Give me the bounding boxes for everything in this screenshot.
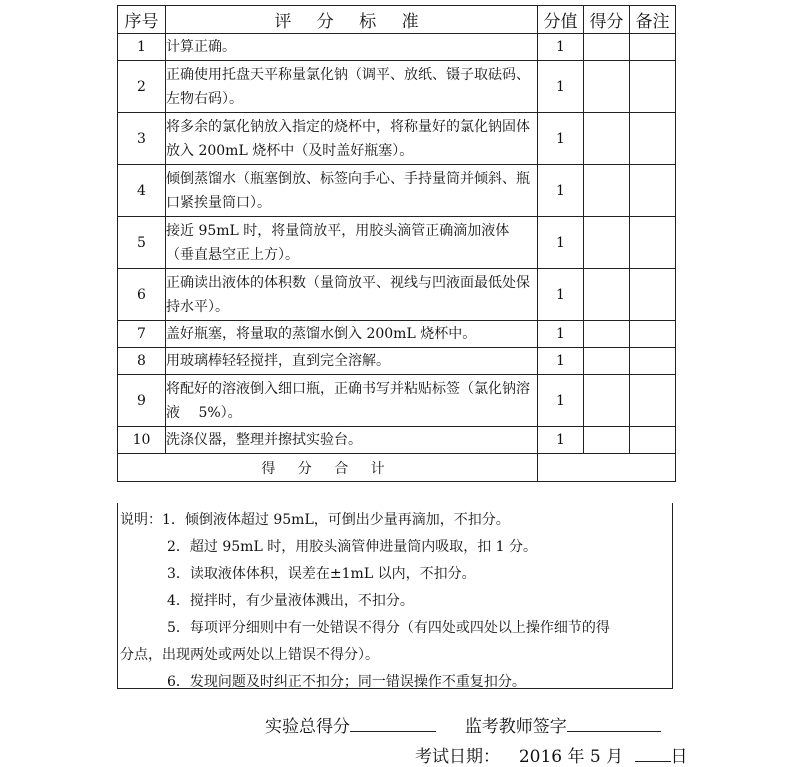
row-standard: 倾倒蒸馏水（瓶塞倒放、标签向手心、手持量筒并倾斜、瓶口紧挨量筒口）。 — [166, 165, 538, 217]
row-remark-cell — [630, 321, 676, 348]
row-score-cell — [584, 217, 630, 269]
row-value: 1 — [538, 348, 584, 375]
row-standard: 将配好的溶液倒入细口瓶，正确书写并粘贴标签（氯化钠溶液 5%）。 — [166, 375, 538, 427]
row-standard: 洗涤仪器，整理并擦拭实验台。 — [166, 427, 538, 454]
row-no: 2 — [118, 61, 166, 113]
table-row — [118, 269, 676, 321]
signature-line — [265, 712, 661, 737]
table-row — [118, 113, 676, 165]
row-standard: 计算正确。 — [166, 34, 538, 61]
row-value: 1 — [538, 34, 584, 61]
row-no: 5 — [118, 217, 166, 269]
table-row — [118, 34, 676, 61]
scoring-table — [117, 5, 676, 482]
row-remark-cell — [630, 427, 676, 454]
table-row — [118, 321, 676, 348]
table-header-row — [118, 6, 676, 34]
header-score: 得分 — [584, 6, 630, 34]
row-no: 1 — [118, 34, 166, 61]
note-item: 2．超过 95mL 时，用胶头滴管伸进量筒内吸取，扣 1 分。 — [167, 539, 538, 555]
teacher-sign-blank[interactable] — [567, 714, 661, 732]
header-no: 序号 — [118, 6, 166, 34]
row-standard: 盖好瓶塞，将量取的蒸馏水倒入 200mL 烧杯中。 — [166, 321, 538, 348]
row-score-cell — [584, 269, 630, 321]
table-row — [118, 217, 676, 269]
exam-date-label: 考试日期： — [415, 747, 500, 767]
row-no: 3 — [118, 113, 166, 165]
total-score-blank[interactable] — [350, 714, 436, 732]
total-score-label: 实验总得分 — [265, 717, 350, 737]
note-line-1 — [120, 507, 668, 534]
table-row — [118, 427, 676, 454]
row-value: 1 — [538, 321, 584, 348]
row-remark-cell — [630, 375, 676, 427]
table-row — [118, 348, 676, 375]
row-no: 6 — [118, 269, 166, 321]
row-value: 1 — [538, 269, 584, 321]
row-score-cell — [584, 348, 630, 375]
row-standard: 正确使用托盘天平称量氯化钠（调平、放纸、镊子取砝码、左物右码）。 — [166, 61, 538, 113]
table-row — [118, 61, 676, 113]
row-score-cell — [584, 321, 630, 348]
row-value: 1 — [538, 61, 584, 113]
exam-date-line — [415, 742, 688, 767]
table-row — [118, 375, 676, 427]
row-remark-cell — [630, 348, 676, 375]
note-item: 5．每项评分细则中有一处错误不得分（有四处或四处以上操作细节的得 — [167, 620, 610, 636]
note-item: 4．搅拌时，有少量液体溅出，不扣分。 — [167, 593, 414, 609]
note-item: 3．读取液体体积，误差在±1mL 以内，不扣分。 — [167, 566, 476, 582]
row-remark-cell — [630, 34, 676, 61]
row-score-cell — [584, 427, 630, 454]
total-row — [118, 454, 676, 482]
row-value: 1 — [538, 165, 584, 217]
row-no: 4 — [118, 165, 166, 217]
notes-label: 说明： — [120, 512, 162, 528]
total-score-cell — [538, 454, 676, 482]
row-score-cell — [584, 375, 630, 427]
row-remark-cell — [630, 217, 676, 269]
row-value: 1 — [538, 113, 584, 165]
row-standard: 用玻璃棒轻轻搅拌，直到完全溶解。 — [166, 348, 538, 375]
row-score-cell — [584, 61, 630, 113]
row-score-cell — [584, 165, 630, 217]
row-standard: 将多余的氯化钠放入指定的烧杯中，将称量好的氯化钠固体放入 200mL 烧杯中（及时盖好瓶塞）。 — [166, 113, 538, 165]
day-label: 日 — [670, 747, 688, 767]
row-score-cell — [584, 113, 630, 165]
row-no: 10 — [118, 427, 166, 454]
row-standard: 接近 95mL 时，将量筒放平，用胶头滴管正确滴加液体（垂直悬空正上方）。 — [166, 217, 538, 269]
row-score-cell — [584, 34, 630, 61]
notes-section — [117, 503, 673, 689]
note-item-continuation: 分点，出现两处或两处以上错误不得分）。 — [120, 647, 379, 663]
header-value: 分值 — [538, 6, 584, 34]
row-value: 1 — [538, 217, 584, 269]
row-no: 9 — [118, 375, 166, 427]
exam-date-value: 2016 年 5 月 — [518, 747, 624, 767]
teacher-sign-label: 监考教师签字 — [464, 717, 567, 737]
row-remark-cell — [630, 165, 676, 217]
row-remark-cell — [630, 269, 676, 321]
table-row — [118, 165, 676, 217]
total-label: 得 分 合 计 — [118, 454, 538, 482]
row-remark-cell — [630, 61, 676, 113]
note-item: 6．发现问题及时纠正不扣分；同一错误操作不重复扣分。 — [167, 674, 526, 690]
header-standard: 评 分 标 准 — [166, 6, 538, 34]
exam-day-blank[interactable] — [635, 744, 671, 762]
note-item: 1．倾倒液体超过 95mL，可倒出少量再滴加，不扣分。 — [162, 512, 510, 528]
row-no: 8 — [118, 348, 166, 375]
row-no: 7 — [118, 321, 166, 348]
row-standard: 正确读出液体的体积数（量筒放平、视线与凹液面最低处保持水平）。 — [166, 269, 538, 321]
row-value: 1 — [538, 375, 584, 427]
header-remark: 备注 — [630, 6, 676, 34]
row-remark-cell — [630, 113, 676, 165]
row-value: 1 — [538, 427, 584, 454]
